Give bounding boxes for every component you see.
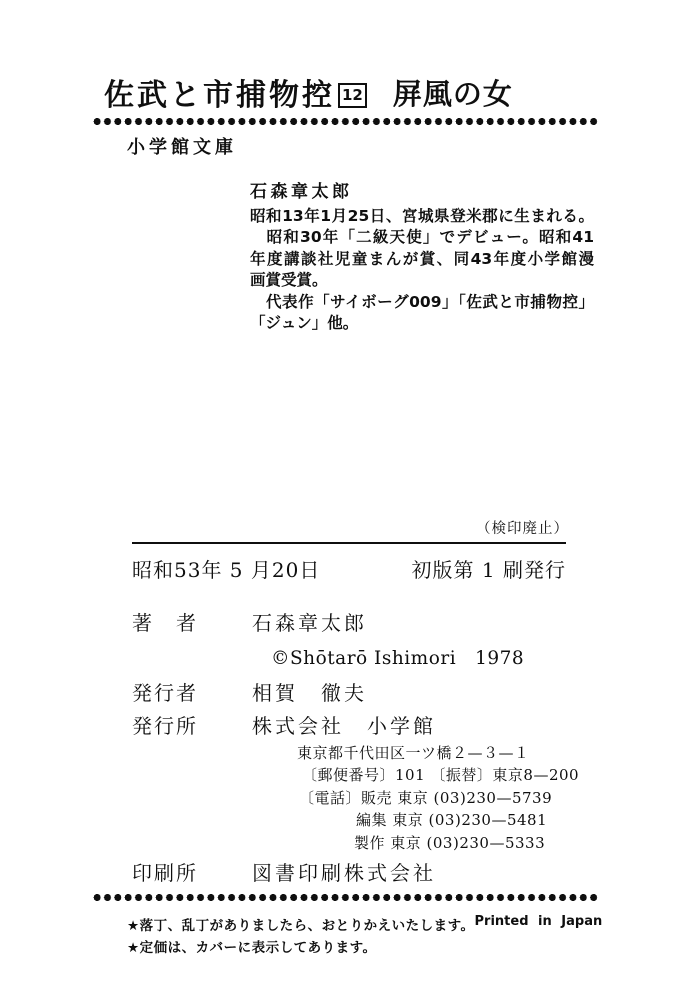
bio-line: 「ジュン」他。 [250,314,359,332]
returns-note: ★落丁、乱丁がありましたら、おとりかえいたします。 [127,918,475,934]
phone-production-line: 製作 東京 (03)230—5333 [354,833,546,852]
dotted-divider-bottom [92,893,599,902]
publisher-label: 発行所 [132,714,198,738]
issuer-label: 発行者 [132,681,198,705]
printed-in-japan: Printed in Japan [474,914,603,929]
book-title-row [104,70,513,114]
issuer-row [132,677,367,706]
author-row [132,607,367,636]
footer-returns-row [127,914,603,934]
book-title: 佐武と市捕物控 [104,78,335,113]
publisher-address-block [297,742,579,854]
volume-number-box: 12 [338,83,367,108]
printer-label: 印刷所 [132,861,198,885]
copyright-line: ©Shōtarō Ishimori 1978 [271,648,525,669]
bio-line: 画賞受賞。 [250,271,328,289]
phone-editorial-line: 編集 東京 (03)230—5481 [356,811,548,830]
price-note: ★定価は、カバーに表示してあります。 [127,940,377,956]
address-line: 東京都千代田区一ツ橋２—３—１ [297,744,530,762]
bio-line: 昭和30年「二級天使」でデビュー。昭和41 [250,228,594,246]
publisher-name: 株式会社 小学館 [252,714,436,738]
publisher-row [132,710,436,739]
author-label: 著 者 [132,611,198,635]
publication-date-row [132,554,566,583]
bio-line: 昭和13年1月25日、宮城県登米郡に生まれる。 [250,206,594,225]
bio-line: 代表作「サイボーグ009」「佐武と市捕物控」 [250,292,594,311]
dotted-divider-top [92,117,599,126]
author-bio [250,182,594,335]
phone-sales-line: 〔電話〕販売 東京 (03)230—5739 [299,788,553,807]
edition-statement: 初版第 1 刷発行 [411,558,566,582]
issuer-name: 相賀 徹夫 [252,681,367,705]
seal-abolition-note: （検印廃止） [476,521,569,537]
bio-line: 年度講談社児童まんが賞、同43年度小学館漫 [250,249,594,268]
book-subtitle: 屏風の女 [392,76,513,111]
printer-name: 図書印刷株式会社 [252,861,436,885]
printer-row [132,857,436,886]
postal-transfer-line: 〔郵便番号〕101 〔振替〕東京8—200 [302,766,580,785]
publication-date: 昭和53年 5 月20日 [132,558,321,582]
author-name: 石森章太郎 [252,611,367,635]
author-bio-name: 石森章太郎 [250,182,353,202]
horizontal-rule [132,542,566,544]
imprint-label: 小学館文庫 [127,137,237,158]
